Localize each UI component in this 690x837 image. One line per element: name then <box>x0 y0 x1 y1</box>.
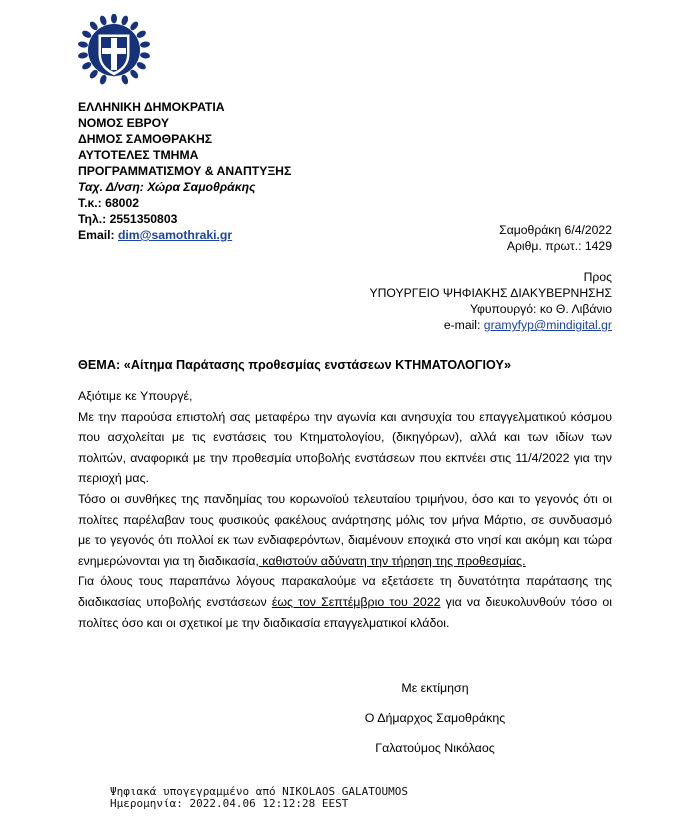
recipient-ministry: ΥΠΟΥΡΓΕΙΟ ΨΗΦΙΑΚΗΣ ΔΙΑΚΥΒΕΡΝΗΣΗΣ <box>369 286 612 300</box>
paragraph-3-text-before: Για όλους τους παραπάνω λόγους παρακαλούμε να εξετάσετε τη δυνατότητα παράτασης της διαδικασίας υποβολής ενστάσεων <box>78 574 612 609</box>
sender-email-row <box>78 227 291 243</box>
recipient-block <box>369 269 612 333</box>
prefecture-name: ΝΟΜΟΣ ΕΒΡΟΥ <box>78 116 169 130</box>
letter-body <box>78 386 612 633</box>
sender-email-label: Email: <box>78 228 115 242</box>
recipient-to: Προς <box>583 270 612 284</box>
postcode: Τ.κ.: 68002 <box>78 196 140 210</box>
recipient-email-link[interactable]: gramyfyp@mindigital.gr <box>483 318 612 332</box>
signature-name: Γαλατούμος Νικόλαος <box>375 741 495 755</box>
paragraph-1: Με την παρούσα επιστολή σας μεταφέρω την αγωνία και ανησυχία του επαγγελματικού κόσμου που ασχολείται με τις ενστάσεις του Κτηματολογίου, (δικηγόρων), αλλά και των ιδίων των πολιτών, αναφορικά με την προθεσμία υποβολής ενστάσεων που εκπνέει στις 11/4/2022 για την περιοχή μας. <box>78 409 612 486</box>
paragraph-3-underlined: έως τον Σεπτέμβριο του 2022 <box>271 594 441 609</box>
sender-header <box>78 99 291 243</box>
municipality-name: ΔΗΜΟΣ ΣΑΜΟΘΡΑΚΗΣ <box>78 132 213 146</box>
letter-subject: ΘΕΜΑ: «Αίτημα Παράτασης προθεσμίας ενστάσεων ΚΤΗΜΑΤΟΛΟΓΙΟΥ» <box>78 358 511 372</box>
recipient-person: Υφυπουργό: κο Θ. Λιβάνιο <box>469 302 612 316</box>
paragraph-2-underlined: καθιστούν αδύνατη την τήρηση της προθεσμίας. <box>258 553 526 568</box>
signature-closing: Με εκτίμηση <box>401 681 469 695</box>
country-name: ΕΛΛΗΝΙΚΗ ΔΗΜΟΚΡΑΤΙΑ <box>78 100 225 114</box>
recipient-email-row <box>369 317 612 333</box>
sender-email-link[interactable]: dim@samothraki.gr <box>117 228 233 242</box>
greek-emblem-icon <box>78 14 150 86</box>
phone-number: Τηλ.: 2551350803 <box>78 212 178 226</box>
protocol-number: Αριθμ. πρωτ.: 1429 <box>506 239 612 253</box>
letter-meta <box>499 222 612 254</box>
digital-signature-date: Ημερομηνία: 2022.04.06 12:12:28 EEST <box>110 797 349 810</box>
digital-signature <box>110 786 408 810</box>
paragraph-2-text: Τόσο οι συνθήκες της πανδημίας του κορωνοϊού τελευταίου τριμήνου, όσο και το γεγονός ότι οι πολίτες παρέλαβαν τους φυσικούς φακέλους ανάρτησης μόλις τον μήνα Μάρτιο, σε συνδυασμό με το γεγονός ότι πολλοί εκ των ενδιαφερόντων, διαμένουν εποχικά στο νησί και ακόμη και τώρα ενημερώνονται για τη διαδικασία, <box>78 491 612 568</box>
greeting: Αξιότιμε κε Υπουργέ, <box>78 389 193 403</box>
place-date: Σαμοθράκη 6/4/2022 <box>499 223 612 237</box>
department-line-2: ΠΡΟΓΡΑΜΜΑΤΙΣΜΟΥ & ΑΝΑΠΤΥΞΗΣ <box>78 164 292 178</box>
paragraph-2 <box>78 489 612 571</box>
paragraph-3-text-after: για να διευκολυνθούν τόσο οι πολίτες όσο και οι σχετικοί με την διαδικασία επαγγελματικοί κλάδοι. <box>78 594 612 630</box>
paragraph-3 <box>78 571 612 633</box>
recipient-email-label: e-mail: <box>443 318 481 332</box>
signature-title: Ο Δήμαρχος Σαμοθράκης <box>364 711 506 725</box>
postal-address: Ταχ. Δ/νση: Χώρα Σαμοθράκης <box>78 180 256 194</box>
digital-signature-signer: Ψηφιακά υπογεγραμμένο από NIKOLAOS GALATOUMOS <box>110 785 409 798</box>
department-line-1: ΑΥΤΟΤΕΛΕΣ ΤΜΗΜΑ <box>78 148 199 162</box>
